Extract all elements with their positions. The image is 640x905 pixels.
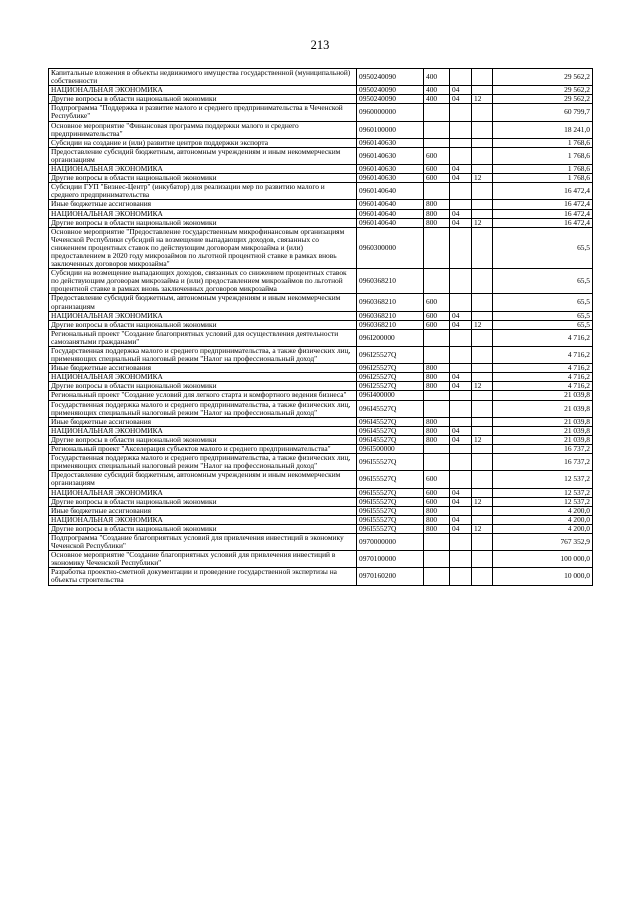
expense-type-code <box>424 454 450 471</box>
expense-type-code: 600 <box>424 497 450 506</box>
item-name: Иные бюджетные ассигнования <box>49 200 357 209</box>
table-row <box>49 347 593 364</box>
subsection-code <box>472 183 493 200</box>
subsection-code <box>472 347 493 364</box>
amount: 4 716,2 <box>493 347 593 364</box>
item-name: Другие вопросы в области национальной экономики <box>49 435 357 444</box>
expense-type-code: 600 <box>424 147 450 164</box>
amount: 65,5 <box>493 269 593 294</box>
expense-type-code <box>424 445 450 454</box>
expense-type-code <box>424 400 450 417</box>
amount: 21 039,8 <box>493 426 593 435</box>
section-code: 04 <box>450 497 472 506</box>
table-row <box>49 294 593 311</box>
subsection-code: 12 <box>472 435 493 444</box>
subsection-code <box>472 86 493 95</box>
subsection-code <box>472 69 493 86</box>
target-article-code: 096I45527Q <box>357 435 424 444</box>
item-name: Другие вопросы в области национальной экономики <box>49 218 357 227</box>
item-name: Иные бюджетные ассигнования <box>49 506 357 515</box>
target-article-code: 096I45527Q <box>357 400 424 417</box>
subsection-code <box>472 311 493 320</box>
amount: 65,5 <box>493 294 593 311</box>
item-name: Региональный проект "Создание благоприятных условий для осуществления деятельности самозанятыми гражданами" <box>49 329 357 346</box>
item-name: Основное мероприятие "Предоставление государственным микрофинансовым организациям Чеченской Республики субсидий на возмещение выпадающих доходов, связанных со снижением процентных ставок по действующим договорам микрозайма и (или) предоставлением в 2020 году микрозаймов по льготной процентной ставке в рамках вновь заключенных договоров микрозайма" <box>49 227 357 268</box>
target-article-code: 0950240090 <box>357 86 424 95</box>
item-name: Субсидии на создание и (или) развитие центров поддержки экспорта <box>49 138 357 147</box>
expense-type-code: 800 <box>424 200 450 209</box>
target-article-code: 096I45527Q <box>357 417 424 426</box>
expense-type-code: 800 <box>424 524 450 533</box>
expense-type-code: 600 <box>424 165 450 174</box>
amount: 4 716,2 <box>493 364 593 373</box>
table-row <box>49 227 593 268</box>
target-article-code: 0960100000 <box>357 121 424 138</box>
item-name: Другие вопросы в области национальной экономики <box>49 497 357 506</box>
item-name: Другие вопросы в области национальной экономики <box>49 95 357 104</box>
item-name: Капитальные вложения в объекты недвижимого имущества государственной (муниципальной) собственности <box>49 69 357 86</box>
section-code: 04 <box>450 218 472 227</box>
target-article-code: 0960140630 <box>357 165 424 174</box>
target-article-code: 0960368210 <box>357 294 424 311</box>
target-article-code: 096I55527Q <box>357 454 424 471</box>
section-code <box>450 294 472 311</box>
expense-type-code <box>424 227 450 268</box>
section-code <box>450 454 472 471</box>
expense-type-code: 800 <box>424 435 450 444</box>
target-article-code: 096I55527Q <box>357 497 424 506</box>
target-article-code: 096I25527Q <box>357 364 424 373</box>
section-code: 04 <box>450 524 472 533</box>
table-row <box>49 104 593 121</box>
table-row <box>49 311 593 320</box>
expense-type-code: 600 <box>424 311 450 320</box>
amount: 12 537,2 <box>493 471 593 488</box>
amount: 65,5 <box>493 320 593 329</box>
section-code <box>450 533 472 550</box>
subsection-code <box>472 568 493 585</box>
item-name: Подпрограмма "Создание благоприятных условий для привлечения инвестиций в экономику Чеченской Республики" <box>49 533 357 550</box>
expense-type-code: 600 <box>424 320 450 329</box>
target-article-code: 096I55527Q <box>357 471 424 488</box>
table-row <box>49 426 593 435</box>
expense-type-code <box>424 347 450 364</box>
target-article-code: 096I55527Q <box>357 488 424 497</box>
target-article-code: 0960000000 <box>357 104 424 121</box>
amount: 16 737,2 <box>493 454 593 471</box>
amount: 12 537,2 <box>493 497 593 506</box>
target-article-code: 096I55527Q <box>357 515 424 524</box>
amount: 21 039,8 <box>493 435 593 444</box>
item-name: НАЦИОНАЛЬНАЯ ЭКОНОМИКА <box>49 209 357 218</box>
expense-type-code: 600 <box>424 294 450 311</box>
subsection-code <box>472 454 493 471</box>
expense-type-code <box>424 568 450 585</box>
table-row <box>49 138 593 147</box>
section-code: 04 <box>450 515 472 524</box>
section-code <box>450 183 472 200</box>
table-row <box>49 200 593 209</box>
section-code <box>450 104 472 121</box>
table-row <box>49 147 593 164</box>
table-row <box>49 497 593 506</box>
amount: 29 562,2 <box>493 86 593 95</box>
target-article-code: 096I25527Q <box>357 382 424 391</box>
subsection-code <box>472 200 493 209</box>
expense-type-code <box>424 551 450 568</box>
subsection-code <box>472 227 493 268</box>
expense-type-code <box>424 391 450 400</box>
item-name: Субсидии ГУП "Бизнес-Центр" (инкубатор) для реализации мер по развитию малого и среднего предпринимательства <box>49 183 357 200</box>
section-code: 04 <box>450 174 472 183</box>
subsection-code <box>472 104 493 121</box>
table-row <box>49 417 593 426</box>
expense-type-code <box>424 121 450 138</box>
section-code: 04 <box>450 95 472 104</box>
target-article-code: 096I55527Q <box>357 524 424 533</box>
item-name: Другие вопросы в области национальной экономики <box>49 174 357 183</box>
item-name: Другие вопросы в области национальной экономики <box>49 320 357 329</box>
table-row <box>49 445 593 454</box>
subsection-code <box>472 515 493 524</box>
section-code: 04 <box>450 165 472 174</box>
item-name: Предоставление субсидий бюджетным, автономным учреждениям и иным некоммерческим организациям <box>49 147 357 164</box>
subsection-code: 12 <box>472 95 493 104</box>
subsection-code <box>472 391 493 400</box>
subsection-code <box>472 147 493 164</box>
expense-type-code: 800 <box>424 364 450 373</box>
subsection-code: 12 <box>472 497 493 506</box>
amount: 18 241,0 <box>493 121 593 138</box>
section-code <box>450 391 472 400</box>
table-row <box>49 86 593 95</box>
target-article-code: 096I400000 <box>357 391 424 400</box>
section-code <box>450 121 472 138</box>
expense-type-code: 400 <box>424 86 450 95</box>
section-code: 04 <box>450 488 472 497</box>
item-name: Государственная поддержка малого и среднего предпринимательства, а также физических лиц, применяющих специальный налоговый режим "Налог на профессиональный доход" <box>49 454 357 471</box>
table-row <box>49 471 593 488</box>
amount: 16 472,4 <box>493 218 593 227</box>
amount: 4 716,2 <box>493 373 593 382</box>
subsection-code <box>472 209 493 218</box>
table-row <box>49 364 593 373</box>
amount: 4 200,0 <box>493 515 593 524</box>
target-article-code: 0960140630 <box>357 174 424 183</box>
amount: 12 537,2 <box>493 488 593 497</box>
amount: 100 000,0 <box>493 551 593 568</box>
target-article-code: 0950240090 <box>357 95 424 104</box>
section-code <box>450 269 472 294</box>
item-name: НАЦИОНАЛЬНАЯ ЭКОНОМИКА <box>49 373 357 382</box>
target-article-code: 0950240090 <box>357 69 424 86</box>
item-name: НАЦИОНАЛЬНАЯ ЭКОНОМИКА <box>49 426 357 435</box>
target-article-code: 096I25527Q <box>357 373 424 382</box>
amount: 10 000,0 <box>493 568 593 585</box>
subsection-code <box>472 165 493 174</box>
target-article-code: 0970000000 <box>357 533 424 550</box>
target-article-code: 0960368210 <box>357 311 424 320</box>
subsection-code <box>472 373 493 382</box>
table-row <box>49 568 593 585</box>
section-code <box>450 551 472 568</box>
amount: 60 799,7 <box>493 104 593 121</box>
expense-type-code: 600 <box>424 471 450 488</box>
expense-type-code: 800 <box>424 515 450 524</box>
expense-type-code <box>424 329 450 346</box>
subsection-code <box>472 417 493 426</box>
subsection-code <box>472 471 493 488</box>
table-row <box>49 533 593 550</box>
section-code: 04 <box>450 311 472 320</box>
expense-type-code: 400 <box>424 69 450 86</box>
table-row <box>49 165 593 174</box>
subsection-code <box>472 294 493 311</box>
expense-type-code: 800 <box>424 506 450 515</box>
section-code: 04 <box>450 373 472 382</box>
item-name: Региональный проект "Создание условий для легкого старта и комфортного ведения бизнеса" <box>49 391 357 400</box>
section-code <box>450 227 472 268</box>
amount: 21 039,8 <box>493 391 593 400</box>
item-name: Предоставление субсидий бюджетным, автономным учреждениям и иным некоммерческим организациям <box>49 294 357 311</box>
expense-type-code: 800 <box>424 382 450 391</box>
amount: 767 352,9 <box>493 533 593 550</box>
table-row <box>49 488 593 497</box>
item-name: Основное мероприятие "Создание благоприятных условий для привлечения инвестиций в экономику Чеченской Республики" <box>49 551 357 568</box>
table-row <box>49 373 593 382</box>
budget-table-body <box>49 69 593 586</box>
item-name: Предоставление субсидий бюджетным, автономным учреждениям и иным некоммерческим организациям <box>49 471 357 488</box>
section-code: 04 <box>450 426 472 435</box>
table-row <box>49 121 593 138</box>
target-article-code: 0960368210 <box>357 269 424 294</box>
subsection-code <box>472 269 493 294</box>
table-row <box>49 69 593 86</box>
table-row <box>49 400 593 417</box>
section-code: 04 <box>450 209 472 218</box>
section-code <box>450 417 472 426</box>
section-code <box>450 445 472 454</box>
item-name: Региональный проект "Акселерация субъектов малого и среднего предпринимательства" <box>49 445 357 454</box>
table-row <box>49 269 593 294</box>
target-article-code: 0960368210 <box>357 320 424 329</box>
expense-type-code <box>424 138 450 147</box>
expense-type-code: 800 <box>424 417 450 426</box>
budget-table <box>48 68 593 586</box>
item-name: Государственная поддержка малого и среднего предпринимательства, а также физических лиц, применяющих специальный налоговый режим "Налог на профессиональный доход" <box>49 347 357 364</box>
expense-type-code <box>424 104 450 121</box>
subsection-code: 12 <box>472 218 493 227</box>
section-code: 04 <box>450 86 472 95</box>
item-name: Государственная поддержка малого и среднего предпринимательства, а также физических лиц, применяющих специальный налоговый режим "Налог на профессиональный доход" <box>49 400 357 417</box>
subsection-code <box>472 488 493 497</box>
table-row <box>49 524 593 533</box>
subsection-code <box>472 400 493 417</box>
expense-type-code: 800 <box>424 209 450 218</box>
target-article-code: 0970160200 <box>357 568 424 585</box>
subsection-code: 12 <box>472 524 493 533</box>
target-article-code: 096I55527Q <box>357 506 424 515</box>
item-name: Другие вопросы в области национальной экономики <box>49 524 357 533</box>
expense-type-code: 600 <box>424 488 450 497</box>
amount: 16 472,4 <box>493 200 593 209</box>
item-name: НАЦИОНАЛЬНАЯ ЭКОНОМИКА <box>49 165 357 174</box>
target-article-code: 0960140630 <box>357 147 424 164</box>
table-row <box>49 506 593 515</box>
target-article-code: 0960140640 <box>357 183 424 200</box>
amount: 4 200,0 <box>493 524 593 533</box>
item-name: Разработка проектно-сметной документации и проведение государственной экспертизы на объекты строительства <box>49 568 357 585</box>
section-code <box>450 200 472 209</box>
subsection-code <box>472 364 493 373</box>
subsection-code <box>472 121 493 138</box>
target-article-code: 0960140640 <box>357 218 424 227</box>
item-name: Основное мероприятие "Финансовая программа поддержки малого и среднего предпринимательства" <box>49 121 357 138</box>
item-name: Иные бюджетные ассигнования <box>49 417 357 426</box>
item-name: Субсидии на возмещение выпадающих доходов, связанных со снижением процентных ставок по действующим договорам микрозайма и (или) предоставлением микрозаймов по льготной процентной ставке в рамках вновь заключенных договоров микрозайма <box>49 269 357 294</box>
section-code <box>450 364 472 373</box>
section-code <box>450 471 472 488</box>
amount: 29 562,2 <box>493 69 593 86</box>
table-row <box>49 382 593 391</box>
table-row <box>49 183 593 200</box>
expense-type-code <box>424 269 450 294</box>
expense-type-code: 800 <box>424 218 450 227</box>
amount: 21 039,8 <box>493 400 593 417</box>
target-article-code: 0960140640 <box>357 200 424 209</box>
section-code <box>450 506 472 515</box>
subsection-code <box>472 445 493 454</box>
item-name: Иные бюджетные ассигнования <box>49 364 357 373</box>
table-row <box>49 329 593 346</box>
target-article-code: 096I45527Q <box>357 426 424 435</box>
amount: 16 737,2 <box>493 445 593 454</box>
table-row <box>49 454 593 471</box>
subsection-code <box>472 506 493 515</box>
table-row <box>49 209 593 218</box>
subsection-code <box>472 138 493 147</box>
amount: 21 039,8 <box>493 417 593 426</box>
section-code: 04 <box>450 435 472 444</box>
table-row <box>49 435 593 444</box>
amount: 16 472,4 <box>493 183 593 200</box>
table-row <box>49 174 593 183</box>
item-name: НАЦИОНАЛЬНАЯ ЭКОНОМИКА <box>49 515 357 524</box>
subsection-code <box>472 426 493 435</box>
section-code <box>450 147 472 164</box>
expense-type-code <box>424 183 450 200</box>
amount: 1 768,6 <box>493 147 593 164</box>
table-row <box>49 391 593 400</box>
subsection-code: 12 <box>472 320 493 329</box>
page-number: 213 <box>310 38 330 52</box>
subsection-code <box>472 551 493 568</box>
section-code <box>450 347 472 364</box>
amount: 65,5 <box>493 311 593 320</box>
subsection-code <box>472 329 493 346</box>
amount: 29 562,2 <box>493 95 593 104</box>
subsection-code <box>472 533 493 550</box>
target-article-code: 0970100000 <box>357 551 424 568</box>
section-code: 04 <box>450 320 472 329</box>
amount: 4 716,2 <box>493 382 593 391</box>
target-article-code: 0960140640 <box>357 209 424 218</box>
table-row <box>49 551 593 568</box>
subsection-code: 12 <box>472 382 493 391</box>
expense-type-code: 800 <box>424 373 450 382</box>
amount: 4 716,2 <box>493 329 593 346</box>
target-article-code: 0960140630 <box>357 138 424 147</box>
amount: 1 768,6 <box>493 174 593 183</box>
table-row <box>49 95 593 104</box>
item-name: Подпрограмма "Поддержка и развитие малого и среднего предпринимательства в Чеченской Республике" <box>49 104 357 121</box>
item-name: НАЦИОНАЛЬНАЯ ЭКОНОМИКА <box>49 488 357 497</box>
table-row <box>49 515 593 524</box>
section-code <box>450 138 472 147</box>
amount: 4 200,0 <box>493 506 593 515</box>
target-article-code: 0960300000 <box>357 227 424 268</box>
subsection-code: 12 <box>472 174 493 183</box>
amount: 65,5 <box>493 227 593 268</box>
section-code <box>450 400 472 417</box>
section-code <box>450 69 472 86</box>
item-name: Другие вопросы в области национальной экономики <box>49 382 357 391</box>
amount: 1 768,6 <box>493 165 593 174</box>
target-article-code: 096I500000 <box>357 445 424 454</box>
amount: 1 768,6 <box>493 138 593 147</box>
expense-type-code: 600 <box>424 174 450 183</box>
table-row <box>49 218 593 227</box>
expense-type-code <box>424 533 450 550</box>
amount: 16 472,4 <box>493 209 593 218</box>
expense-type-code: 800 <box>424 426 450 435</box>
target-article-code: 096I25527Q <box>357 347 424 364</box>
target-article-code: 096I200000 <box>357 329 424 346</box>
table-row <box>49 320 593 329</box>
item-name: НАЦИОНАЛЬНАЯ ЭКОНОМИКА <box>49 311 357 320</box>
section-code <box>450 329 472 346</box>
section-code <box>450 568 472 585</box>
expense-type-code: 400 <box>424 95 450 104</box>
section-code: 04 <box>450 382 472 391</box>
item-name: НАЦИОНАЛЬНАЯ ЭКОНОМИКА <box>49 86 357 95</box>
